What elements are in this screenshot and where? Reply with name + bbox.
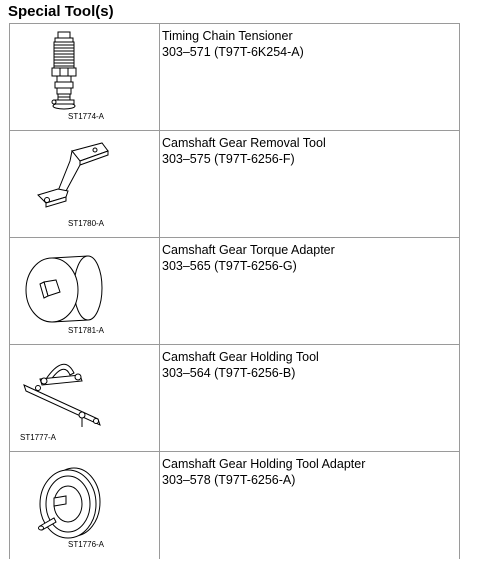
tool-image-cell — [10, 452, 160, 559]
special-tools-table — [9, 23, 460, 559]
tool-image-cell — [10, 238, 160, 345]
tool-name: Camshaft Gear Torque Adapter — [162, 243, 335, 257]
tool-number: 303–575 (T97T-6256-F) — [162, 152, 295, 166]
tool-number: 303–571 (T97T-6K254-A) — [162, 45, 304, 59]
tool-description-cell — [160, 238, 460, 345]
tool-number: 303–565 (T97T-6256-G) — [162, 259, 297, 273]
table-row — [10, 452, 460, 559]
illustration-code: ST1774-A — [68, 112, 105, 121]
table-row — [10, 238, 460, 345]
tool-image-cell — [10, 24, 160, 131]
tool-description-cell — [160, 345, 460, 452]
tool-name: Camshaft Gear Holding Tool — [162, 350, 319, 364]
illustration-code: ST1780-A — [68, 219, 105, 228]
illustration-code: ST1776-A — [68, 540, 105, 549]
tool-number: 303–564 (T97T-6256-B) — [162, 366, 296, 380]
tool-image-cell — [10, 345, 160, 452]
illustration-code: ST1781-A — [68, 326, 105, 335]
tool-description-cell — [160, 131, 460, 238]
illustration-code: ST1777-A — [20, 433, 57, 442]
table-row — [10, 345, 460, 452]
tool-number: 303–578 (T97T-6256-A) — [162, 473, 296, 487]
tool-description-cell — [160, 24, 460, 131]
tool-image-cell — [10, 131, 160, 238]
table-row — [10, 131, 460, 238]
table-row — [10, 24, 460, 131]
tool-name: Timing Chain Tensioner — [162, 29, 293, 43]
page-heading: Special Tool(s) — [8, 3, 114, 20]
tool-name: Camshaft Gear Removal Tool — [162, 136, 326, 150]
tool-description-cell — [160, 452, 460, 559]
tool-name: Camshaft Gear Holding Tool Adapter — [162, 457, 366, 471]
